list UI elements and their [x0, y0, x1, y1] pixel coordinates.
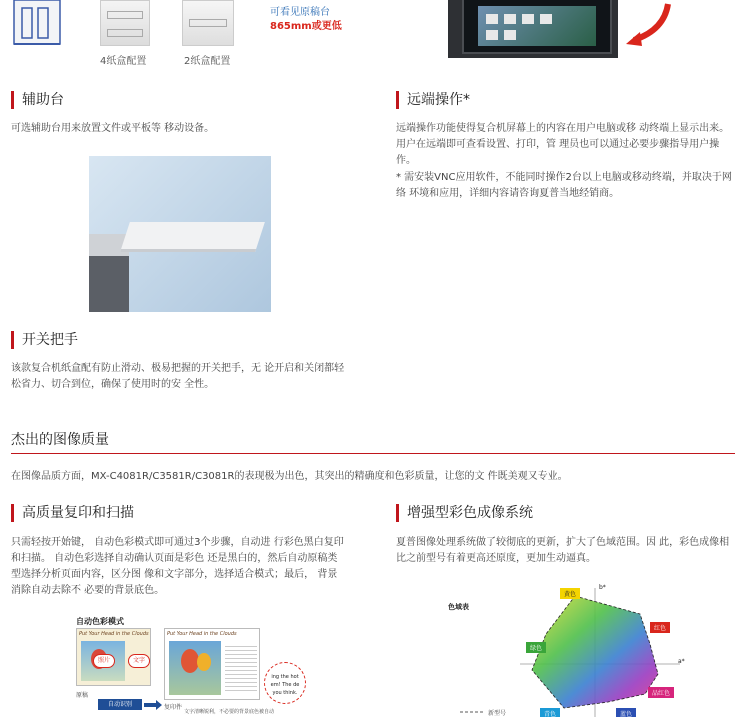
label-copy: 复印件 — [164, 704, 183, 711]
label-magenta: 品红色 — [648, 687, 674, 698]
doc-heading-original: Put Your Head in the Clouds — [79, 631, 149, 637]
caption-4-tray: 4纸盒配置 — [100, 56, 147, 67]
visible-platen-text: 可看见原稿台 — [270, 7, 330, 18]
height-text: 865mm或更低 — [270, 21, 342, 32]
label-blue: 蓝色 — [616, 708, 636, 717]
label-auto: 自动识别 — [98, 699, 142, 710]
section-title-handle: 开关把手 — [11, 330, 78, 350]
doc-heading-copy: Put Your Head in the Clouds — [167, 631, 237, 637]
control-panel-photo — [448, 0, 681, 58]
tag-photo: 照片 — [93, 654, 115, 668]
aux-table-desc: 可选辅助台用来放置文件或平板等 移动设备。 — [11, 123, 215, 134]
section-title-copy-scan: 高质量复印和扫描 — [11, 503, 134, 523]
copy-note: 文字清晰锐利，不必要的背景底色被自动 — [184, 709, 275, 715]
zoom-circle — [264, 662, 306, 704]
section-title-quality: 杰出的图像质量 — [11, 432, 109, 448]
divider — [11, 453, 735, 454]
handle-desc: 该款复合机纸盒配有防止滑动、极易把握的开关把手，无 论开启和关闭都轻松省力、切合到位，确保了使用时的安 全性。 — [11, 363, 345, 390]
color-gamut-figure — [440, 582, 690, 717]
tag-text: 文字 — [128, 654, 150, 668]
color-system-desc: 夏普图像处理系统做了较彻底的更新，扩大了色域范围。因 此，彩色成像相比之前型号有着更高还原度，更加生动逼真。 — [396, 537, 730, 564]
zoom-text-2: em! The de — [270, 682, 300, 688]
label-red: 红色 — [650, 622, 670, 633]
auto-color-figure — [76, 612, 306, 717]
section-title-aux-table: 辅助台 — [11, 90, 64, 110]
label-cyan: 青色 — [540, 708, 560, 717]
label-yellow: 黄色 — [560, 588, 580, 599]
remote-note: * 需安装VNC应用软件，不能同时操作2台以上电脑或移动终端，并取决于网络 环境和应用，详细内容请咨询夏普当地经销商。 — [396, 172, 732, 199]
caption-2-tray: 2纸盒配置 — [184, 56, 231, 67]
section-title-remote: 远端操作* — [396, 90, 470, 110]
figure-title: 自动色彩模式 — [76, 617, 124, 626]
machine-2-tray-photo — [182, 0, 234, 46]
gamut-title: 色域表 — [448, 603, 469, 611]
quality-desc: 在图像品质方面，MX-C4081R/C3581R/C3081R的表现极为出色，其突出的精确度和色彩质量，让您的文 件既美观又专业。 — [11, 471, 568, 482]
legend-new: 新型号 — [488, 710, 507, 717]
zoom-text-3: you think. — [272, 690, 298, 696]
label-original: 原稿 — [76, 692, 89, 699]
zoom-text-1: ing the hot — [271, 674, 299, 680]
copy-scan-desc: 只需轻按开始键， 自动色彩模式即可通过3个步骤，自动进 行彩色黑白复印和扫描。 自动色彩选择自动确认页面是彩色 还是黑白的，然后自动原稿类型选择分析页面内容，区分图 像和文字部分，选择适合模式；最后， 背景消除自动去除不 必要的背景底色。 — [11, 537, 344, 596]
arrow-right-icon — [144, 700, 164, 710]
machine-4-tray-photo — [100, 0, 150, 46]
axis-a-label: a* — [678, 658, 685, 665]
copy-doc — [164, 628, 260, 700]
section-title-color-system: 增强型彩色成像系统 — [396, 503, 533, 523]
remote-desc: 远端操作功能使得复合机屏幕上的内容在用户电脑或移 动终端上显示出来。用户在远端即可查看设置、打印，管 理员也可以通过必要步骤指导用户操作。 — [396, 123, 730, 166]
axis-b-label: b* — [599, 584, 606, 591]
tilt-arrow-icon — [620, 0, 680, 50]
machine-4-drawer-image — [0, 0, 80, 50]
aux-table-photo — [89, 156, 271, 312]
label-green: 绿色 — [526, 642, 546, 653]
